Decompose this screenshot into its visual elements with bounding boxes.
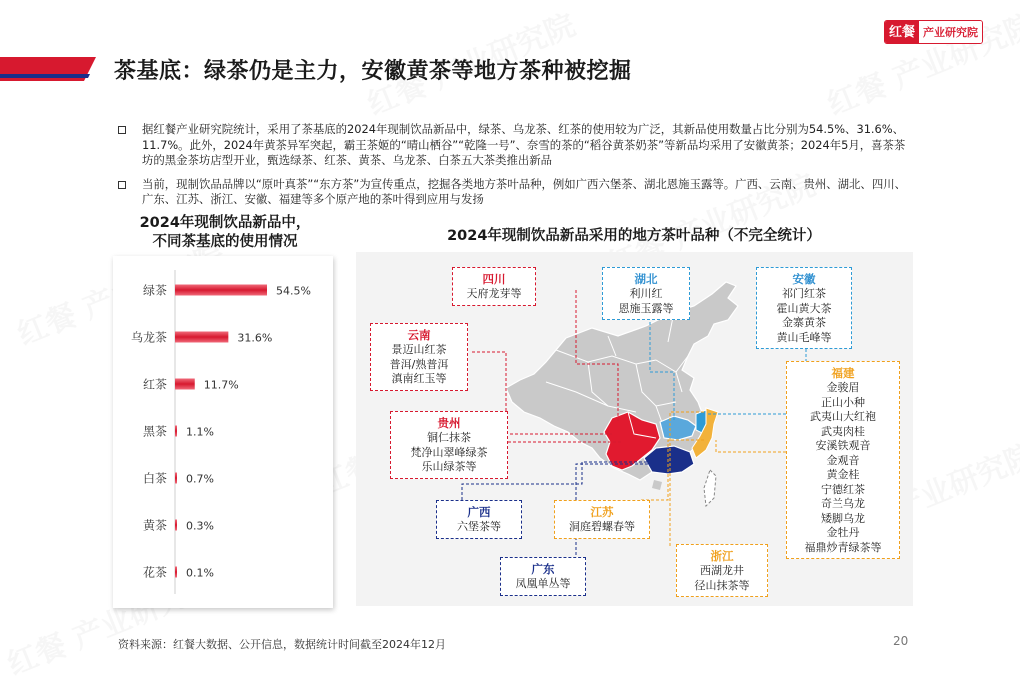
brand-logo [884, 20, 983, 44]
bar-chart [113, 256, 333, 608]
tea-item: 奇兰乌龙 [821, 497, 865, 510]
chart-title-line: 不同茶基底的使用情况 [152, 234, 298, 250]
tea-item: 洞庭碧螺春等 [569, 520, 635, 533]
province-name: 云南 [407, 328, 431, 342]
province-name: 江苏 [590, 505, 614, 519]
province-name: 四川 [482, 272, 506, 286]
tea-item: 普洱/熟普洱 [389, 357, 449, 371]
tea-item: 金观音 [826, 453, 860, 467]
category-label: 红茶 [142, 377, 167, 392]
watermark [820, 0, 1020, 123]
value-label: 31.6% [237, 331, 273, 345]
tea-item: 武夷山大红袍 [810, 410, 876, 423]
tea-item: 乐山绿茶等 [421, 460, 477, 473]
tea-item: 利川红 [629, 287, 663, 300]
header-accent-bar [0, 57, 96, 81]
tea-item: 凤凰单丛等 [515, 577, 571, 590]
tea-label-hubei [602, 267, 690, 320]
province-name: 湖北 [634, 272, 658, 286]
tea-item: 金骏眉 [826, 381, 860, 394]
bullet-list [118, 122, 908, 216]
tea-item: 滇南红玉等 [391, 372, 447, 385]
tea-item: 宁德红茶 [821, 482, 865, 496]
tea-item: 正山小种 [821, 395, 865, 409]
tea-label-guangxi [436, 500, 522, 539]
tea-label-zhejiang [676, 544, 768, 597]
bullet-text: 当前，现制饮品品牌以“原叶真茶”“东方茶”为宣传重点，挖掘各类地方茶叶品种，例如广西六堡茶、湖北恩施玉露等。广西、云南、贵州、湖北、四川、广东、江苏、浙江、安徽、福建等多个原产地的茶叶得到应用与发扬 [142, 176, 906, 206]
chart-title [114, 214, 336, 252]
province-name: 广西 [467, 505, 491, 519]
category-label: 白茶 [142, 471, 167, 486]
value-label: 54.5% [276, 284, 311, 298]
bullet-item [118, 122, 908, 169]
tea-item: 景迈山红茶 [391, 343, 447, 356]
category-label: 绿茶 [142, 283, 167, 298]
category-label: 花茶 [142, 565, 167, 580]
tea-label-guangdong [500, 557, 586, 596]
tea-label-fujian [786, 361, 900, 559]
category-label: 黄茶 [142, 518, 167, 533]
square-bullet-icon [118, 126, 126, 134]
bar [175, 379, 195, 390]
logo-mark: 红餐 [885, 21, 919, 43]
bar [175, 426, 177, 437]
bar-chart-card [113, 256, 333, 608]
page-number: 20 [893, 634, 909, 648]
value-label: 1.1% [186, 425, 214, 439]
logo-text: 产业研究院 [919, 21, 982, 43]
province-name: 安徽 [792, 272, 816, 286]
tea-label-sichuan [452, 267, 536, 306]
province-name: 广东 [531, 562, 555, 576]
tea-item: 金寨黄茶 [782, 316, 826, 329]
tea-item: 霍山黄大茶 [776, 301, 832, 315]
bullet-text: 据红餐产业研究院统计，采用了茶基底的2024年现制饮品新品中，绿茶、乌龙茶、红茶的使用较为广泛，其新品使用数量占比分别为54.5%、31.6%、11.7%。此外，2024年黄茶异军突起，霸王茶姬的“晴山栖谷”“乾隆一号”、奈雪的茶的“稻谷黄茶奶茶”等新品均采用了安徽黄茶；2024年5月，喜茶茶坊的黑金茶坊店型开业，甄选绿茶、红茶、黄茶、乌龙茶、白茶五大茶类推出新品 [142, 122, 906, 167]
chart-title-line: 2024年现制饮品新品中， [139, 215, 311, 231]
tea-item: 福鼎炒青绿茶等 [804, 540, 882, 554]
tea-item: 矮脚乌龙 [821, 511, 865, 525]
square-bullet-icon [118, 181, 126, 189]
tea-label-guizhou [390, 411, 508, 479]
bar [175, 520, 177, 531]
tea-item: 天府龙芽等 [466, 287, 522, 300]
tea-label-yunnan [370, 323, 468, 391]
tea-item: 铜仁抹茶 [427, 431, 471, 444]
source-note: 资料来源：红餐大数据、公开信息，数据统计时间截至2024年12月 [118, 638, 446, 651]
hainan-island [652, 480, 662, 490]
tea-item: 安溪铁观音 [815, 439, 871, 452]
value-label: 0.7% [186, 472, 214, 486]
tea-item: 金牡丹 [826, 526, 860, 539]
tea-item: 恩施玉露等 [618, 301, 674, 315]
tea-label-jiangsu [554, 500, 650, 539]
category-label: 乌龙茶 [130, 330, 167, 345]
tea-item: 武夷肉桂 [821, 424, 865, 438]
value-label: 11.7% [203, 378, 239, 392]
bar [175, 473, 177, 484]
map-title: 2024年现制饮品新品采用的地方茶叶品种（不完全统计） [447, 228, 821, 244]
category-label: 黑茶 [142, 424, 167, 439]
tea-item: 黄金桂 [826, 468, 860, 481]
value-label: 0.3% [186, 519, 214, 533]
tea-item: 径山抹茶等 [694, 578, 750, 592]
province-name: 贵州 [437, 416, 461, 430]
province-name: 福建 [831, 366, 855, 380]
tea-item: 黄山毛峰等 [776, 330, 832, 344]
tea-item: 六堡茶等 [457, 520, 501, 533]
tea-item: 西湖龙井 [700, 564, 744, 577]
tea-item: 梵净山翠峰绿茶 [410, 445, 488, 459]
bullet-item [118, 177, 908, 208]
value-label: 0.1% [186, 566, 214, 580]
province-name: 浙江 [710, 549, 734, 563]
bar [175, 332, 228, 343]
tea-item: 祁门红茶 [782, 287, 826, 300]
page-title: 茶基底：绿茶仍是主力，安徽黄茶等地方茶种被挖掘 [114, 59, 632, 84]
map-panel [356, 252, 913, 606]
tea-label-anhui [756, 267, 852, 349]
taiwan-island [704, 470, 716, 506]
bar [175, 285, 267, 296]
bar [175, 567, 177, 578]
